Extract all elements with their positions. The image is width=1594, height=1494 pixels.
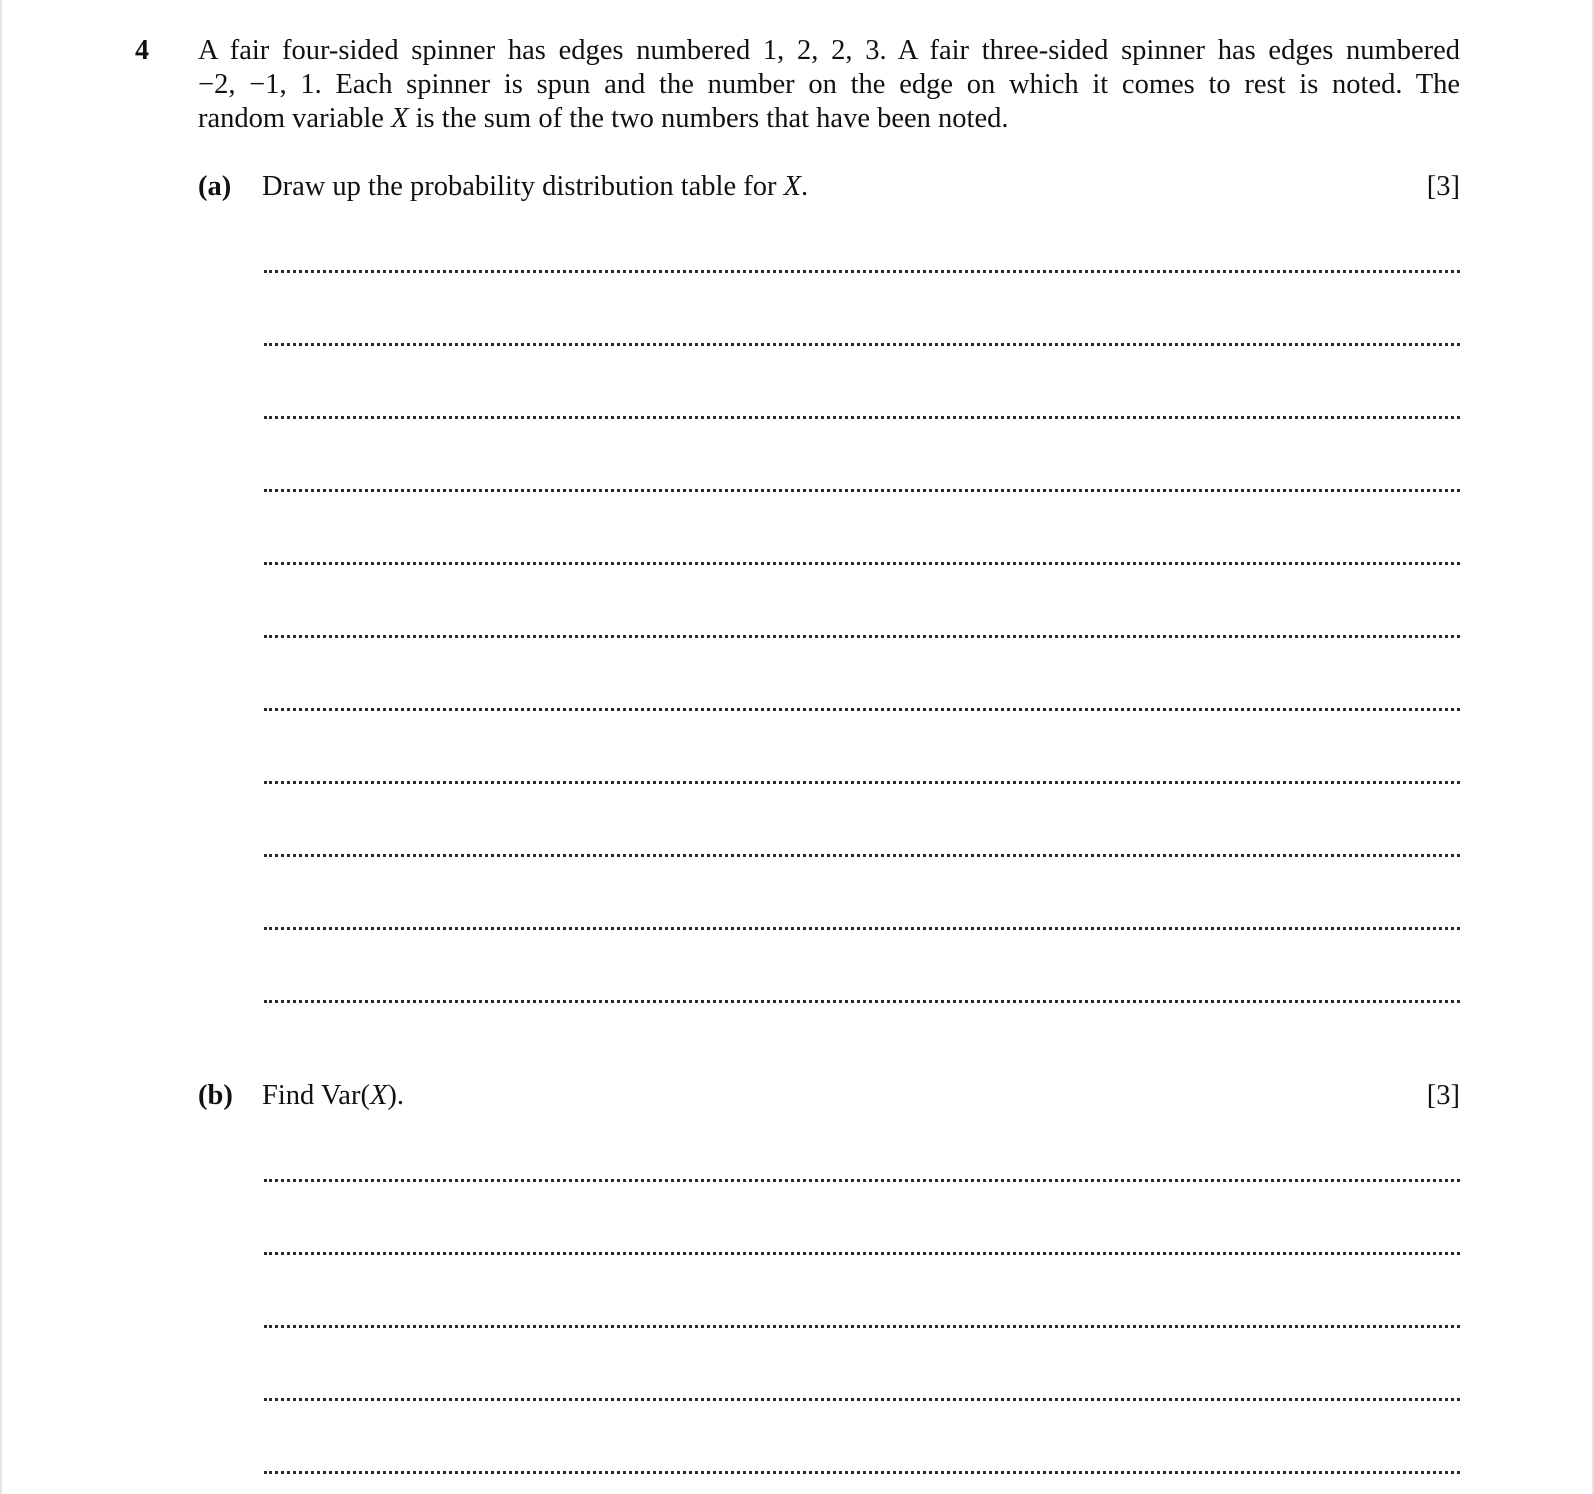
answer-line[interactable] [264, 1000, 1460, 1003]
answer-line[interactable] [264, 1398, 1460, 1401]
stem-line-2: −2, −1, 1. Each spinner is spun and the number on the edge on which it comes to rest is noted. The [198, 69, 1460, 100]
answer-line[interactable] [264, 416, 1460, 419]
part-b-marks: [3] [1426, 1080, 1460, 1111]
part-b-text-end: ). [387, 1080, 404, 1111]
part-a-marks: [3] [1426, 171, 1460, 202]
part-b-text [262, 1078, 404, 1114]
part-a-variable-x: X [783, 171, 802, 202]
question-stem [198, 34, 1460, 136]
stem-line-1: A fair four-sided spinner has edges numbered 1, 2, 2, 3. A fair three-sided spinner has edges numbered [198, 35, 1460, 66]
part-b-text-start: Find Var( [262, 1080, 370, 1111]
stem-line-3 [198, 102, 1460, 136]
part-b-variable-x: X [369, 1080, 388, 1111]
stem-variable-x: X [391, 103, 409, 134]
answer-line[interactable] [264, 562, 1460, 565]
answer-line[interactable] [264, 489, 1460, 492]
answer-line[interactable] [264, 1252, 1460, 1255]
answer-line[interactable] [264, 854, 1460, 857]
answer-line[interactable] [264, 781, 1460, 784]
stem-line-3-start: random variable [198, 103, 392, 134]
part-b [198, 1078, 1460, 1114]
part-b-label: (b) [198, 1080, 233, 1111]
answer-line[interactable] [264, 1179, 1460, 1182]
part-a [198, 169, 1460, 205]
answer-line[interactable] [264, 1325, 1460, 1328]
answer-line[interactable] [264, 343, 1460, 346]
part-a-text-end: . [801, 171, 809, 202]
part-a-text [262, 169, 808, 205]
answer-line[interactable] [264, 270, 1460, 273]
part-a-text-start: Draw up the probability distribution table for [262, 171, 784, 202]
answer-line[interactable] [264, 635, 1460, 638]
part-a-label: (a) [198, 171, 232, 202]
answer-line[interactable] [264, 927, 1460, 930]
answer-line[interactable] [264, 1471, 1460, 1474]
answer-line[interactable] [264, 708, 1460, 711]
stem-line-3-end: is the sum of the two numbers that have been noted. [408, 103, 1009, 134]
question-number: 4 [135, 35, 149, 66]
